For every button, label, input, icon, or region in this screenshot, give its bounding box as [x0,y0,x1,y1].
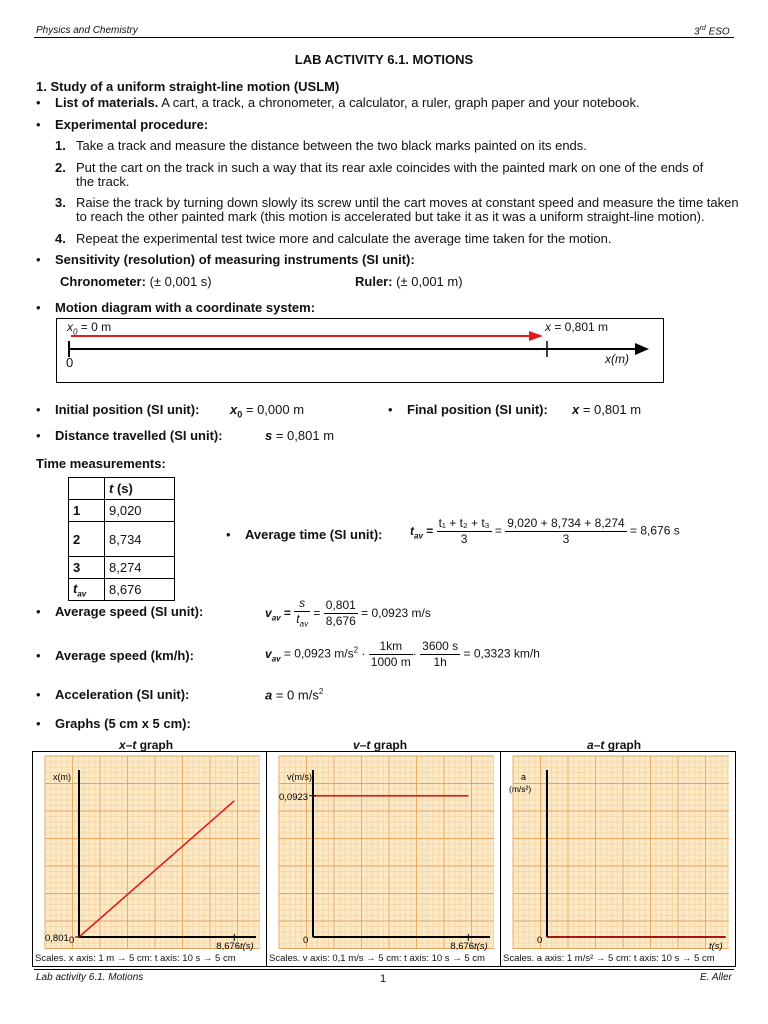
numerator: t₁ + t₂ + t₃ [438,516,490,530]
origin-label: 0 [303,935,309,946]
header-subject: Physics and Chemistry [36,25,138,36]
distance-value [265,428,334,443]
accel-sym: a [265,687,273,703]
ruler-sensitivity [355,274,463,289]
bullet: • [36,428,41,443]
fraction [505,516,626,547]
header-course-num: 3 [694,26,700,38]
table-cell: 8,734 [105,522,175,557]
final-sym: x [572,402,580,417]
chronometer-value: (± 0,001 s) [145,274,212,289]
graph-paper [279,756,494,949]
bullet: • [36,252,41,267]
footer-left: Lab activity 6.1. Motions [36,972,144,983]
x-axis-label: t(s) [240,941,254,952]
bullet: • [388,402,393,417]
bullet: • [36,95,41,110]
fraction [420,639,460,670]
final-position-label: Final position (SI unit): [407,402,548,417]
initial-sub: 0 [237,409,243,420]
fraction [437,516,492,547]
x-axis-label: t(s) [709,941,723,952]
procedure-label: Experimental procedure: [55,117,209,132]
step-number: 3. [55,195,66,210]
time-table [68,477,175,601]
average-time-label: Average time (SI unit): [245,527,383,542]
y-axis-label: x(m) [53,772,71,782]
header-course-sup: rd [699,25,706,32]
materials-label: List of materials. [55,95,159,110]
graph-title-word: graph [604,738,642,752]
numerator: 1km [369,639,413,655]
denominator: 8,676 [325,614,356,629]
graph-title-y: v [353,738,360,752]
xt-graph [33,752,266,952]
initial-value: = 0,000 m [242,402,305,417]
chronometer-label: Chronometer: [60,274,146,289]
origin-label: 0 [537,935,543,946]
motion-diagram [56,318,664,383]
graph-title-dash: – [125,738,133,752]
graph-title-word: graph [370,738,408,752]
x0-sub: 0 [73,327,78,337]
materials [55,95,640,110]
vt-graph [267,752,500,952]
table-row [69,478,175,500]
materials-text: A cart, a track, a chronometer, a calculator, a ruler, graph paper and your notebook. [158,95,640,110]
acceleration-value [265,687,323,702]
origin-label: 0 [69,935,75,946]
at-graph [501,752,735,952]
table-cell: 9,020 [105,500,175,522]
avg-speed-si-label: Average speed (SI unit): [55,604,204,619]
fraction [369,639,413,670]
step-number: 1. [55,138,66,153]
distance-val: = 0,801 m [272,428,335,443]
numerator: s [299,596,306,610]
bullet: • [36,716,41,731]
table-row [69,500,175,522]
denominator: t [296,612,300,626]
table-row [69,579,175,601]
avg-speed-si-formula: $v_{av}$ = $\frac{s}{t_{av}}$ = $\frac{0,801}{8,676}$ = 0,0923 m/s [265,596,431,631]
final-value: = 0,801 m [579,402,642,417]
header-course-text: ESO [705,26,730,38]
denominator-sub: av [299,619,309,629]
footer-right: E. Aller [700,972,732,983]
chronometer-sensitivity [60,274,212,289]
graph-title-x: t [132,738,137,752]
header-rule [34,37,734,38]
graphs-label: Graphs (5 cm x 5 cm): [55,716,191,731]
scale-caption: Scales. x axis: 1 m → 5 cm: t axis: 10 s → 5 cm [35,953,236,964]
table-cell: 3 [69,557,105,579]
avg-speed-si-result: = 0,0923 m/s [361,605,431,620]
step-text: to reach the other painted mark (this motion is accelerated but take it as it was a uniform straight-line motion). [76,209,705,224]
avg-speed-kmh-result: = 0,3323 km/h [463,646,540,661]
x0-value: = 0 m [77,320,112,334]
section-heading: 1. Study of a uniform straight-line motion (USLM) [36,79,340,94]
table-cell [69,478,105,500]
table-cell: 2 [69,522,105,557]
y-axis-label: v(m/s) [287,772,312,782]
denominator: 3 [460,532,468,546]
step-number: 2. [55,160,66,175]
axis-label-text: x(m) [605,352,629,366]
graph-title-y: x [119,738,126,752]
average-time-formula: $t_{av}$ = $\frac{\text{t₁ + t₂ + t₃}}{3}$ = $\frac{9,020 + 8,734 + 8,274}{3}$ = 8,676 s [410,516,680,546]
distance-label: Distance travelled (SI unit): [55,428,223,443]
denominator: 1000 m [370,655,411,669]
vav-sym: v [265,646,272,661]
graph-panel-vt [266,751,501,967]
bullet: • [36,300,41,315]
numerator: 3600 s [422,639,459,653]
x-axis-label: t(s) [474,941,488,952]
graph-title-x: t [366,738,371,752]
axis-arrowhead [635,343,649,355]
initial-sym: x [230,402,238,417]
y-tick-label: 0,0923 [279,791,309,803]
accel-val: = 0 m/s [272,687,319,703]
fraction [294,596,310,631]
tav-sym: t [73,580,78,596]
avg-speed-kmh-formula: $v_{av} = 0,0923$ $m/s^2$ · $\frac{1km}{1000 m}$ · $\frac{3600 s}{1h}$ = 0,3323 km/h [265,639,540,669]
sensitivity-label: Sensitivity (resolution) of measuring instruments (SI unit): [55,252,415,267]
vav-sub: av [271,613,281,623]
ruler-value: (± 0,001 m) [392,274,463,289]
table-cell: 1 [69,500,105,522]
table-cell [69,579,105,601]
table-cell: 8,274 [105,557,175,579]
y-axis-unit: (m/s²) [509,784,532,794]
graph-title-word: graph [136,738,174,752]
avg-speed-kmh-label: Average speed (km/h): [55,648,194,663]
ruler-label: Ruler: [355,274,393,289]
displacement-arrowhead [529,331,543,341]
tav-sub: av [77,589,87,599]
final-position-value [572,402,641,417]
bullet: • [36,117,41,132]
avg-time-eq: = [422,523,434,538]
graph-title [353,738,407,752]
header-course [694,25,730,37]
y-axis-label: a [521,772,527,782]
avg-time-lhs: t [410,523,414,538]
step-number: 4. [55,231,66,246]
kmh-pre: = 0,0923 m/s [280,646,354,661]
bullet: • [36,687,41,702]
fraction [324,598,358,629]
table-row [69,557,175,579]
accel-sup: 2 [318,687,324,696]
table-header [105,478,175,500]
bullet: • [36,604,41,619]
bullet: • [36,648,41,663]
y-tick-label: 0,801 [45,933,69,944]
numerator: 0,801 [325,598,356,613]
graph-title-dash: – [359,738,367,752]
axis-label [605,352,629,366]
kmh-pre-sup: 2 [353,645,359,655]
scale-caption: Scales. v axis: 0,1 m/s → 5 cm: t axis: 10 s → 5 cm [269,953,485,964]
step-text: the track. [76,174,130,189]
t-sym: t [109,481,114,496]
vav-sub: av [271,654,281,664]
graph-title-dash: – [593,738,601,752]
x-tick-label: 8,676 [216,941,241,952]
x0-sym: x [67,320,73,334]
numerator: 9,020 + 8,734 + 8,274 [507,516,625,530]
footer-rule [34,969,734,970]
distance-sym: s [265,428,273,443]
avg-time-sub: av [414,531,423,541]
step-text: Put the cart on the track in such a way that its rear axle coincides with the painted mark on one of the ends of [76,160,704,175]
step-text: Raise the track by turning down slowly its screw until the cart moves at constant speed and measure the time taken [76,195,739,210]
avg-time-result: = 8,676 s [630,523,680,538]
vav-sym: v [265,605,272,620]
bullet: • [226,527,231,542]
page-title: LAB ACTIVITY 6.1. MOTIONS [294,52,474,67]
x0-label [67,320,111,336]
graph-paper [45,756,260,949]
table-row [69,522,175,557]
step-text: Repeat the experimental test twice more and calculate the average time taken for the motion. [76,231,612,246]
graph-title [119,738,173,752]
acceleration-label: Acceleration (SI unit): [55,687,190,702]
graph-panel-xt [32,751,267,967]
x-final-value: = 0,801 m [551,320,609,334]
denominator: 3 [562,532,570,546]
scale-caption: Scales. a axis: 1 m/s² → 5 cm: t axis: 10 s → 5 cm [503,953,715,964]
x-final-sym: x [545,320,551,334]
graph-panel-at [500,751,736,967]
t-unit: (s) [113,481,133,496]
denominator: 1h [433,655,447,669]
initial-position-value [230,402,304,420]
step-text: Take a track and measure the distance between the two black marks painted on its ends. [76,138,587,153]
page-number: 1 [380,973,387,985]
time-measurements-label: Time measurements: [36,456,166,471]
origin-label: 0 [66,355,74,370]
initial-position-label: Initial position (SI unit): [55,402,200,417]
table-cell: 8,676 [105,579,175,601]
graph-paper [513,756,729,949]
x-final-label [545,320,608,334]
graph-title [587,738,641,752]
motion-diagram-label: Motion diagram with a coordinate system: [55,300,316,315]
graph-title-x: t [600,738,605,752]
bullet: • [36,402,41,417]
x-tick-label: 8,676 [450,941,475,952]
graph-title-y: a [587,738,594,752]
